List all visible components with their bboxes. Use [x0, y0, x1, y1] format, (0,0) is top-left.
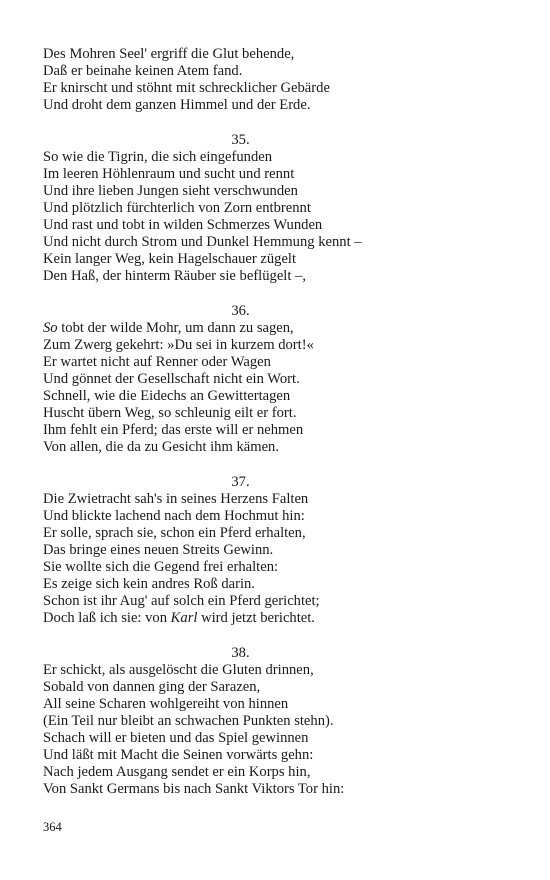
stanza-37 [43, 474, 503, 627]
verse-line: Ihm fehlt ein Pferd; das erste will er nehmen [43, 422, 304, 438]
verse-line: Das bringe eines neuen Streits Gewinn. [43, 542, 274, 558]
stanza-38 [43, 645, 503, 798]
stanza-number: 38. [231, 645, 250, 661]
stanza-number: 35. [231, 132, 250, 148]
verse-line: Kein langer Weg, kein Hagelschauer zügelt [43, 251, 297, 267]
verse-line: Und nicht durch Strom und Dunkel Hemmung kennt – [43, 234, 362, 250]
stanza-36 [43, 303, 503, 456]
verse-line: So tobt der wilde Mohr, um dann zu sagen, [43, 320, 294, 336]
verse-line: Er solle, sprach sie, schon ein Pferd erhalten, [43, 525, 306, 541]
verse-line: Und gönnet der Gesellschaft nicht ein Wort. [43, 371, 300, 387]
stanza-number: 36. [231, 303, 250, 319]
verse-line: Er knirscht und stöhnt mit schrecklicher Gebärde [43, 80, 330, 96]
verse-line: Von allen, die da zu Gesicht ihm kämen. [43, 439, 280, 455]
verse-line: (Ein Teil nur bleibt an schwachen Punkten stehn). [43, 713, 334, 729]
verse-line: Die Zwietracht sah's in seines Herzens Falten [43, 491, 309, 507]
verse-line: Schach will er bieten und das Spiel gewinnen [43, 730, 309, 746]
verse-line: Huscht übern Weg, so schleunig eilt er fort. [43, 405, 297, 421]
verse-line: Zum Zwerg gekehrt: »Du sei in kurzem dort!« [43, 337, 314, 353]
verse-line: Schnell, wie die Eidechs an Gewittertagen [43, 388, 291, 404]
verse-line: Von Sankt Germans bis nach Sankt Viktors Tor hin: [43, 781, 345, 797]
page-number: 364 [43, 820, 62, 834]
verse-line: Es zeige sich kein andres Roß darin. [43, 576, 255, 592]
verse-line: Und plötzlich fürchterlich von Zorn entbrennt [43, 200, 311, 216]
verse-line: Er wartet nicht auf Renner oder Wagen [43, 354, 271, 370]
verse-line: All seine Scharen wohlgereiht von hinnen [43, 696, 289, 712]
stanza-number: 37. [231, 474, 250, 490]
verse-line: Sobald von dannen ging der Sarazen, [43, 679, 261, 695]
stanza-35 [43, 132, 503, 285]
verse-line: Doch laß ich sie: von Karl wird jetzt berichtet. [43, 610, 315, 626]
verse-line: Im leeren Höhlenraum und sucht und rennt [43, 166, 295, 182]
verse-line: So wie die Tigrin, die sich eingefunden [43, 149, 273, 165]
verse-line: Und droht dem ganzen Himmel und der Erde. [43, 97, 311, 113]
verse-line: Nach jedem Ausgang sendet er ein Korps hin, [43, 764, 311, 780]
verse-line: Und läßt mit Macht die Seinen vorwärts gehn: [43, 747, 314, 763]
verse-line: Daß er beinahe keinen Atem fand. [43, 63, 243, 79]
intro-stanza-fragment [43, 46, 503, 114]
book-page [43, 46, 503, 798]
verse-line: Den Haß, der hinterm Räuber sie beflügelt –, [43, 268, 307, 284]
verse-line: Schon ist ihr Aug' auf solch ein Pferd gerichtet; [43, 593, 320, 609]
verse-line: Und rast und tobt in wilden Schmerzes Wunden [43, 217, 323, 233]
verse-line: Sie wollte sich die Gegend frei erhalten: [43, 559, 279, 575]
verse-line: Und blickte lachend nach dem Hochmut hin: [43, 508, 305, 524]
verse-line: Und ihre lieben Jungen sieht verschwunden [43, 183, 298, 199]
verse-line: Er schickt, als ausgelöscht die Gluten drinnen, [43, 662, 314, 678]
verse-line: Des Mohren Seel' ergriff die Glut behende, [43, 46, 295, 62]
